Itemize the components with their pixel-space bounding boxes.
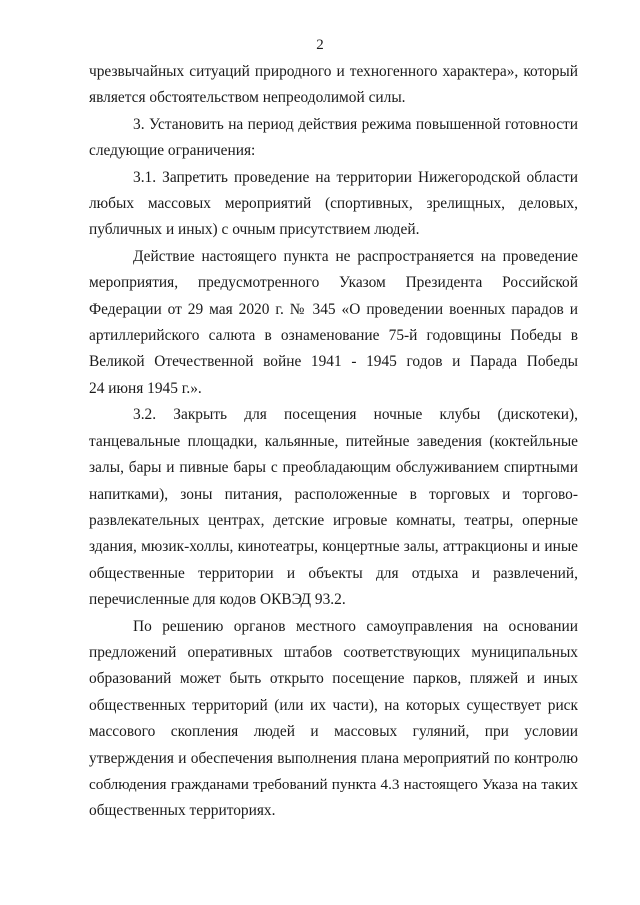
text-line: чрезвычайных ситуаций природного и техногенного характера», который (89, 63, 578, 80)
paragraph-item-3-1 (89, 165, 578, 244)
text-line: По решению органов местного самоуправления на основании (133, 617, 578, 635)
paragraph-item-3-2-parks (89, 614, 578, 825)
paragraph-item-3-2 (89, 402, 578, 613)
text-line: 3.1. Запретить проведение на территории Нижегородской области (133, 168, 578, 186)
text-line: 24 июня 1945 г.». (89, 379, 202, 397)
text-line: развлекательных центрах, детские игровые комнаты, театры, оперные (89, 511, 578, 529)
text-line: 3.2. Закрыть для посещения ночные клубы (дискотеки), (133, 406, 578, 424)
paragraph-force-majeure (89, 59, 578, 112)
document-body (89, 59, 578, 825)
page-number: 2 (316, 37, 324, 53)
text-line: 3. Установить на период действия режима повышенной готовности (133, 115, 578, 133)
text-line: общественные территории и объекты для отдыха и развлечений, (89, 564, 578, 582)
text-line: Федерации от 29 мая 2020 г. № 345 «О проведении военных парадов и (89, 300, 578, 318)
text-line: массового скопления людей и массовых гуляний, при условии (89, 723, 578, 741)
text-line: утверждения и обеспечения выполнения плана мероприятий по контролю (89, 749, 578, 767)
paragraph-item-3-1-exception (89, 244, 578, 402)
text-line: публичных и иных) с очным присутствием людей. (89, 221, 420, 239)
text-line: Великой Отечественной войне 1941 - 1945 годов и Парада Победы (89, 353, 578, 371)
text-line: танцевальные площадки, кальянные, питейные заведения (коктейльные (89, 432, 578, 450)
text-line: является обстоятельством непреодолимой силы. (89, 89, 406, 107)
text-line: образований может быть открыто посещение парков, пляжей и иных (89, 670, 578, 688)
text-line: мероприятия, предусмотренного Указом Президента Российской (89, 274, 578, 292)
text-line: здания, мюзик-холлы, кинотеатры, концертные залы, аттракционы и иные (89, 538, 578, 556)
paragraph-item-3 (89, 112, 578, 165)
text-line: напитками), зоны питания, расположенные в торговых и торгово- (89, 485, 578, 503)
text-line: перечисленные для кодов ОКВЭД 93.2. (89, 591, 346, 609)
text-line: следующие ограничения: (89, 142, 256, 160)
text-line: Действие настоящего пункта не распространяется на проведение (133, 247, 578, 265)
text-line: залы, бары и пивные бары с преобладающим обслуживанием спиртными (89, 459, 578, 477)
text-line: предложений оперативных штабов соответствующих муниципальных (89, 643, 578, 661)
text-line: соблюдения гражданами требований пункта 4.3 настоящего Указа на таких (89, 775, 578, 793)
text-line: общественных территориях. (89, 802, 276, 820)
text-line: артиллерийского салюта в ознаменование 75-й годовщины Победы в (89, 327, 578, 345)
text-line: любых массовых мероприятий (спортивных, зрелищных, деловых, (89, 195, 578, 213)
text-line: общественных территорий (или их части), на которых существует риск (89, 696, 578, 714)
